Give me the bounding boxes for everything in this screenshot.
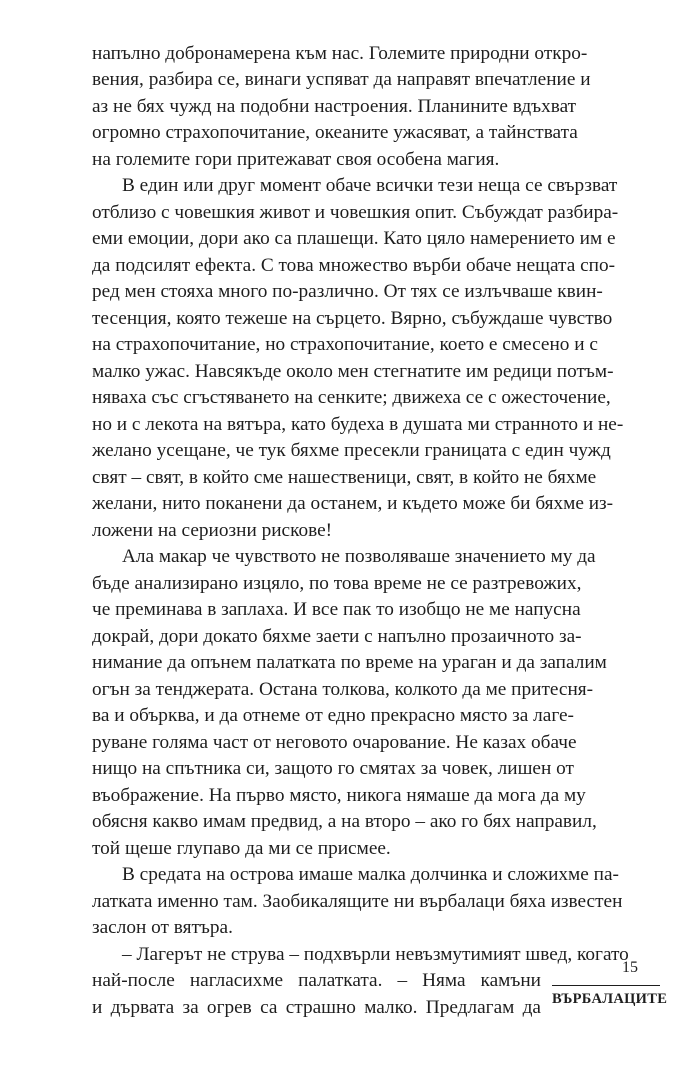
text-line: огън за тенджерата. Остана толкова, колкото да ме притесня-	[92, 679, 594, 700]
text-line: напълно добронамерена към нас. Големите природни откро-	[92, 43, 588, 64]
text-line: аз не бях чужд на подобни настроения. Планините вдъхват	[92, 96, 577, 117]
text-line: ложени на сериозни рискове!	[92, 520, 333, 541]
text-line: огромно страхопочитание, океаните ужасяват, а тайнствата	[92, 122, 578, 143]
text-line: докрай, дори докато бяхме заети с напълно прозаичното за-	[92, 626, 582, 647]
text-line: въображение. На първо място, никога нямаше да мога да му	[92, 785, 586, 806]
text-line: еми емоции, дори ако са плашещи. Като цяло намерението им е	[92, 228, 616, 249]
text-line: желано усещане, че тук бяхме пресекли границата с един чужд	[92, 440, 611, 461]
text-line: В средата на острова имаше малка долчинка и сложихме па-	[122, 864, 619, 885]
text-line: нищо на спътника си, защото го смятах за човек, лишен от	[92, 758, 574, 779]
text-line: да подсилят ефекта. С това множество върби обаче нещата спо-	[92, 255, 616, 276]
running-title: ВЪРБАЛАЦИТЕ	[552, 985, 660, 1008]
text-line: вения, разбира се, винаги успяват да направят впечатление и	[92, 69, 591, 90]
text-line: свят – свят, в който сме нашественици, свят, в който не бяхме	[92, 467, 597, 488]
page-number: 15	[622, 959, 638, 976]
text-line: ва и обърква, и да отнеме от едно прекрасно място за лаге-	[92, 705, 574, 726]
text-line: желани, нито поканени да останем, и където може би бяхме из-	[92, 493, 614, 514]
text-line: тесенция, която тежеше на сърцето. Вярно, събуждаше чувство	[92, 308, 613, 329]
text-line: но и с лекота на вятъра, като будеха в душата ми странното и не-	[92, 414, 624, 435]
text-line: ред мен стояха много по-различно. От тях се излъчваше квин-	[92, 281, 603, 302]
text-line: на страхопочитание, но страхопочитание, което е смесено и с	[92, 334, 598, 355]
text-line: той щеше глупаво да ми се присмее.	[92, 838, 391, 859]
text-line: най-после нагласихме палатката. – Няма камъни	[92, 970, 541, 991]
text-line: В един или друг момент обаче всички тези неща се свързват	[122, 175, 618, 196]
text-line: нимание да опънем палатката по време на ураган и да запалим	[92, 652, 607, 673]
text-line: руване голяма част от неговото очарование. Не казах обаче	[92, 732, 577, 753]
text-line: латката именно там. Заобикалящите ни върбалаци бяха известен	[92, 891, 623, 912]
text-line: бъде анализирано изцяло, по това време не се разтревожих,	[92, 573, 582, 594]
text-line: – Лагерът не струва – подхвърли невъзмутимият швед, когато	[122, 944, 629, 965]
text-line: на големите гори притежават своя особена магия.	[92, 149, 500, 170]
text-line: малко ужас. Навсякъде около мен стегнатите им редици потъм-	[92, 361, 614, 382]
text-line: Ала макар че чувството не позволяваше значението му да	[122, 546, 596, 567]
text-line: че преминава в заплаха. И все пак то изобщо не ме напусна	[92, 599, 581, 620]
text-line: отблизо с човешкия живот и човешкия опит. Събуждат разбира-	[92, 202, 619, 223]
text-line: обясня какво имам предвид, а на второ – ако го бях направил,	[92, 811, 597, 832]
text-line: и дървата за огрев са страшно малко. Предлагам да	[92, 997, 541, 1018]
text-line: заслон от вятъра.	[92, 917, 233, 938]
text-line: няваха със сгъстяването на сенките; движеха се с ожесточение,	[92, 387, 611, 408]
